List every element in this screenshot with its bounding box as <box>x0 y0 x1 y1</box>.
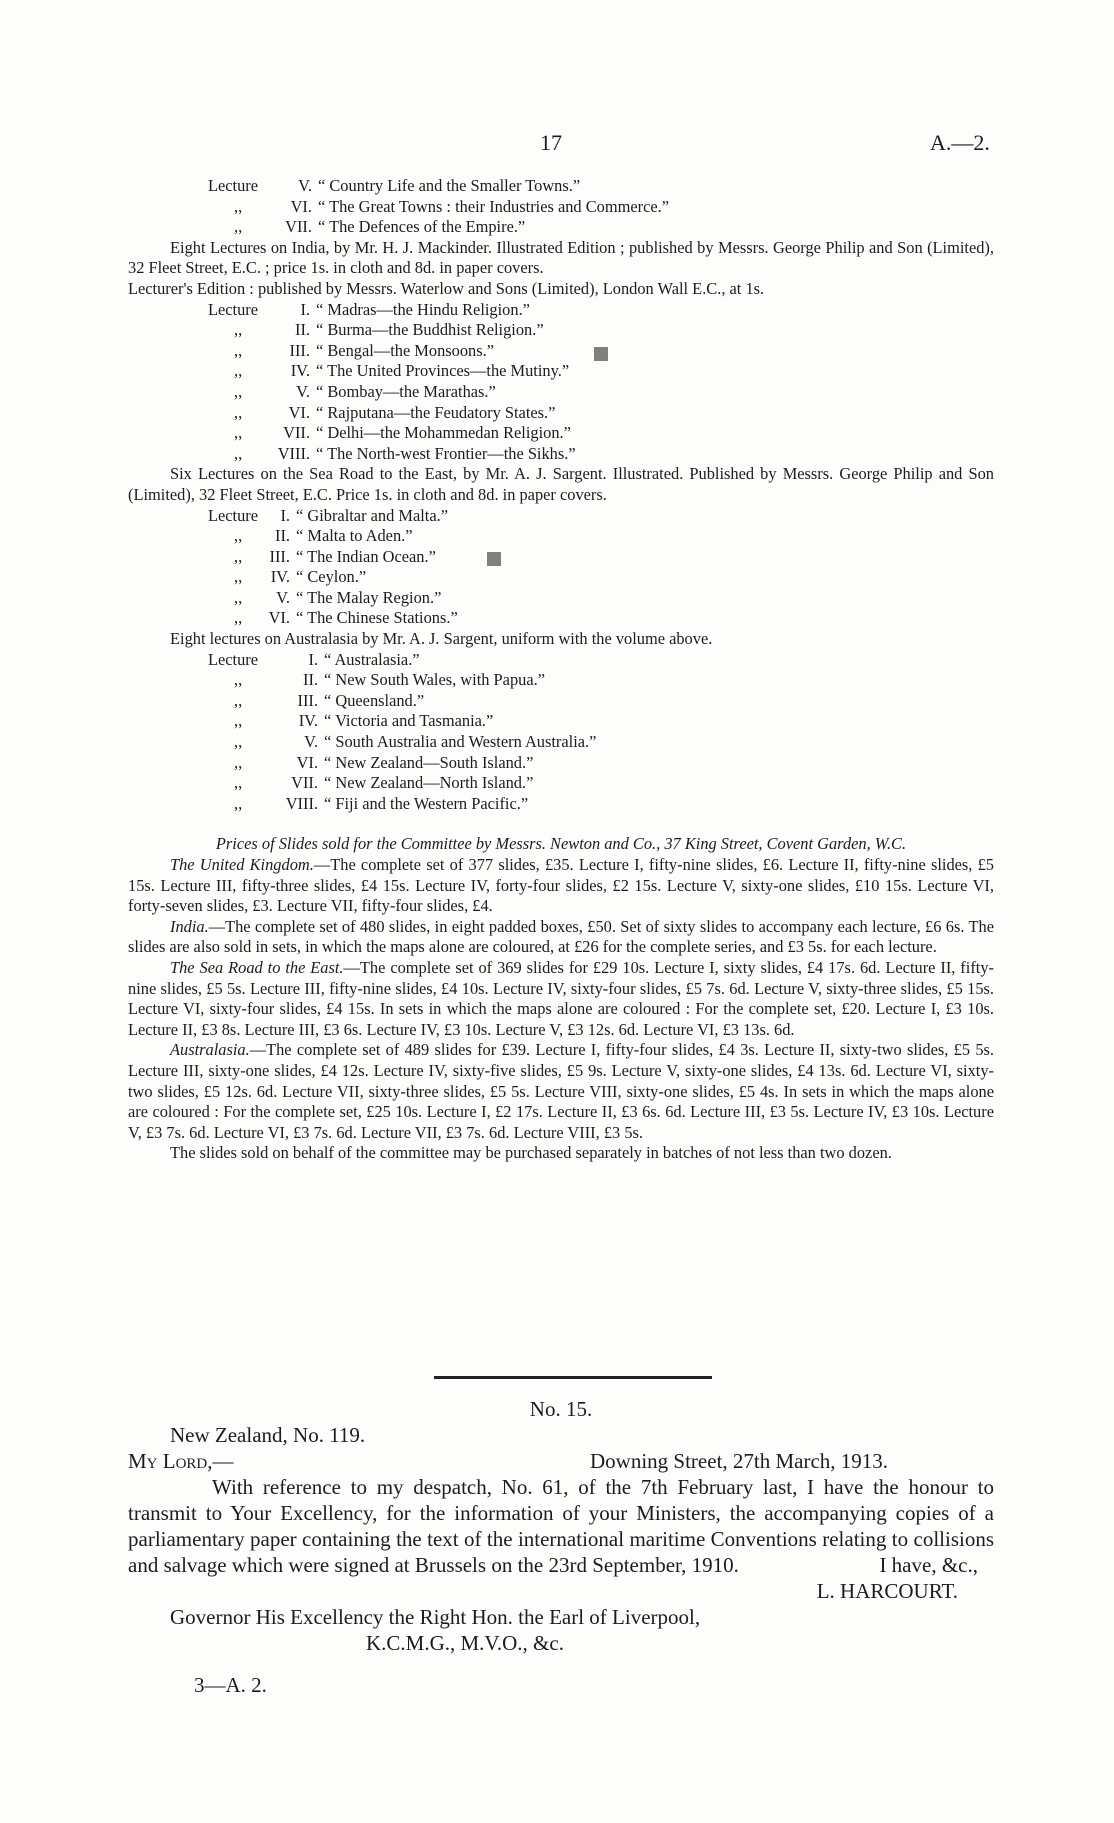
lecture-ditto: ,, <box>234 217 243 237</box>
main-column <box>128 176 994 1164</box>
page-number: 17 <box>540 130 562 155</box>
price-paragraph <box>128 917 994 958</box>
lecture-item <box>128 691 994 712</box>
lecture-number: III. <box>297 690 318 710</box>
addressee-honours: K.C.M.G., M.V.O., &c. <box>366 1631 564 1655</box>
lecture-title: “ The Defences of the Empire.” <box>318 217 526 237</box>
lecture-title: “ Malta to Aden.” <box>296 526 413 546</box>
lecture-list-india <box>128 300 994 465</box>
lecture-title: “ Country Life and the Smaller Towns.” <box>318 176 581 195</box>
lecture-ditto: ,, <box>234 546 243 566</box>
lecture-number: V. <box>296 381 310 401</box>
lecture-number: VIII. <box>285 793 318 813</box>
lecture-item <box>128 794 994 815</box>
lecture-number: II. <box>294 320 310 340</box>
lecture-number: V. <box>276 587 290 607</box>
lecture-ditto: ,, <box>234 381 243 401</box>
price-paragraph <box>128 855 994 917</box>
lecture-title: “ Fiji and the Western Pacific.” <box>324 793 529 813</box>
salutation-line <box>128 1448 994 1474</box>
lecture-ditto: ,, <box>234 361 243 381</box>
lecture-ditto: Lecture <box>208 299 259 319</box>
despatch-ref: New Zealand, No. 119. <box>170 1423 366 1447</box>
lecture-number: IV. <box>270 567 290 587</box>
lecture-ditto: ,, <box>234 196 243 216</box>
lecture-item <box>128 217 994 238</box>
lecture-title: “ The Great Towns : their Industries and Commerce.” <box>318 196 669 216</box>
price-region: The Sea Road to the East. <box>170 957 344 977</box>
printer-mark-icon <box>487 552 501 566</box>
lecture-number: I. <box>280 505 290 525</box>
lecture-title: “ The Indian Ocean.” <box>296 546 436 566</box>
lecture-ditto: Lecture <box>208 649 259 669</box>
lecture-title: “ The Malay Region.” <box>296 587 442 607</box>
lecture-item <box>128 176 994 197</box>
lecture-ditto: ,, <box>234 608 243 628</box>
lecture-title: “ Queensland.” <box>324 690 425 710</box>
lecture-list-sea-road <box>128 506 994 630</box>
lecture-number: VII. <box>285 217 312 237</box>
lecture-ditto: ,, <box>234 587 243 607</box>
lecture-ditto: ,, <box>234 402 243 422</box>
lecture-title: “ Australasia.” <box>324 649 420 669</box>
lecture-item <box>128 711 994 732</box>
lecture-item <box>128 547 994 568</box>
sea-road-intro: Six Lectures on the Sea Road to the East, by Mr. A. J. Sargent. Illustrated. Published by Messrs. George Philip and Son (Limited), 32 Fleet Street, E.C. Price 1s. in cloth and 8d. in paper covers. <box>128 464 994 504</box>
price-region: India. <box>170 916 209 936</box>
lecture-title: “ Ceylon.” <box>296 567 367 587</box>
lecture-title: “ The North-west Frontier—the Sikhs.” <box>316 443 576 463</box>
lecture-item <box>128 382 994 403</box>
lecture-item <box>128 361 994 382</box>
lecture-item <box>128 773 994 794</box>
letter-body: With reference to my despatch, No. 61, of the 7th February last, I have the honour to transmit to Your Excellency, for the information of your Ministers, the accompanying copies of a parliamentary paper containing the text of the international maritime Conventions relating to collisions and salvage which were signed at Brussels on the 23rd September, 1910. I have, &c., <box>128 1475 994 1577</box>
lecture-ditto: ,, <box>234 443 243 463</box>
lecture-item <box>128 567 994 588</box>
lecture-ditto: ,, <box>234 526 243 546</box>
lecture-item <box>128 732 994 753</box>
despatch-number: No. 15. <box>529 1397 593 1421</box>
lecture-title: “ New South Wales, with Papua.” <box>324 670 545 690</box>
lecture-number: VII. <box>283 423 310 443</box>
price-paragraph <box>128 1040 994 1143</box>
lecture-ditto: Lecture <box>208 176 259 195</box>
lecture-item <box>128 526 994 547</box>
lecture-number: V. <box>304 732 318 752</box>
lecture-title: “ The United Provinces—the Mutiny.” <box>316 361 570 381</box>
lecture-number: V. <box>298 176 312 195</box>
lecture-number: I. <box>308 649 318 669</box>
lecture-item <box>128 650 994 671</box>
lecture-number: VI. <box>296 752 318 772</box>
lecture-title: “ Rajputana—the Feudatory States.” <box>316 402 556 422</box>
lecture-ditto: ,, <box>234 793 243 813</box>
lecture-item <box>128 423 994 444</box>
prices-section <box>128 855 994 1143</box>
lecture-ditto: ,, <box>234 320 243 340</box>
prices-heading: Prices of Slides sold for the Committee by Messrs. Newton and Co., 37 King Street, Covent Garden, W.C. <box>215 834 907 854</box>
lecture-number: VII. <box>291 773 318 793</box>
price-text: —The complete set of 377 slides, £35. Lecture I, fifty-nine slides, £6. Lecture II, fifty-nine slides, £5 15s. Lecture III, fifty-three slides, £4 15s. Lecture IV, forty-four slides, £2 15s. Lecture V, sixty-one slides, £10 15s. Lecture VI, forty-seven slides, £3. Lecture VII, fifty-four slides, £4. <box>128 855 995 916</box>
addressee: Governor His Excellency the Right Hon. the Earl of Liverpool, <box>170 1605 701 1629</box>
lecture-item <box>128 197 994 218</box>
lecture-title: “ Bombay—the Marathas.” <box>316 381 496 401</box>
lecture-ditto: ,, <box>234 752 243 772</box>
lecture-title: “ New Zealand—South Island.” <box>324 752 534 772</box>
lecture-ditto: ,, <box>234 711 243 731</box>
salutation: My Lord,— <box>128 1449 234 1473</box>
price-region: The United Kingdom. <box>170 855 314 874</box>
lecture-item <box>128 588 994 609</box>
lecture-title: “ Burma—the Buddhist Religion.” <box>316 320 544 340</box>
lecture-title: “ Delhi—the Mohammedan Religion.” <box>316 423 571 443</box>
lecture-number: VIII. <box>277 443 310 463</box>
place-date: Downing Street, 27th March, 1913. <box>590 1449 889 1473</box>
lecture-ditto: ,, <box>234 773 243 793</box>
lecture-item <box>128 753 994 774</box>
lecture-number: IV. <box>298 711 318 731</box>
lecture-item <box>128 444 994 465</box>
page-footer: 3—A. 2. <box>194 1673 267 1697</box>
price-text: —The complete set of 369 slides for £29 10s. Lecture I, sixty slides, £4 17s. 6d. Lecture II, fifty-nine slides, £5 5s. Lecture III, fifty-nine slides, £4 10s. Lecture IV, sixty-four slides, £5 7s. 6d. Lecture V, sixty-three slides, £5 15s. Lecture VI, sixty-four slides, £4 15s. In sets in which the maps alone are coloured : For the complete set, £20. Lecture I, £3 10s. Lecture II, £3 8s. Lecture III, £3 6s. Lecture IV, £3 10s. Lecture V, £3 12s. 6d. Lecture VI, £3 13s. 6d. <box>128 957 994 1039</box>
lecture-ditto: ,, <box>234 340 243 360</box>
closing: I have, &c., <box>879 1553 978 1577</box>
lecture-number: III. <box>289 340 310 360</box>
despatch-letter <box>128 1396 994 1698</box>
lecture-ditto: ,, <box>234 732 243 752</box>
lecture-ditto: ,, <box>234 690 243 710</box>
lecture-item <box>128 300 994 321</box>
lecture-number: VI. <box>288 402 310 422</box>
lecture-ditto: Lecture <box>208 505 259 525</box>
lecture-ditto: ,, <box>234 423 243 443</box>
page-reference: A.—2. <box>930 130 990 155</box>
lecture-title: “ Madras—the Hindu Religion.” <box>316 299 530 319</box>
lecture-number: IV. <box>290 361 310 381</box>
lecture-title: “ Gibraltar and Malta.” <box>296 505 448 525</box>
lecture-title: “ Bengal—the Monsoons.” <box>316 340 494 360</box>
lecture-ditto: ,, <box>234 670 243 690</box>
price-region: Australasia. <box>170 1040 250 1060</box>
lecture-title: “ Victoria and Tasmania.” <box>324 711 494 731</box>
lecture-item <box>128 320 994 341</box>
lecture-item <box>128 341 994 362</box>
india-intro: Eight Lectures on India, by Mr. H. J. Mackinder. Illustrated Edition ; published by Messrs. George Philip and Son (Limited), 32 Fleet Street, E.C. ; price 1s. in cloth and 8d. in paper covers. <box>128 237 994 278</box>
lecture-item <box>128 608 994 629</box>
lecture-number: VI. <box>290 196 312 216</box>
india-edition: Lecturer's Edition : published by Messrs. Waterlow and Sons (Limited), London Wall E.C., at 1s. <box>128 278 765 298</box>
lecture-list-uk <box>128 176 994 238</box>
lecture-item <box>128 403 994 424</box>
lecture-number: II. <box>302 670 318 690</box>
australasia-intro: Eight lectures on Australasia by Mr. A. J. Sargent, uniform with the volume above. <box>170 629 713 649</box>
lecture-title: “ South Australia and Western Australia.” <box>324 732 597 752</box>
lecture-title: “ The Chinese Stations.” <box>296 608 458 628</box>
lecture-item <box>128 506 994 527</box>
signature: L. HARCOURT. <box>816 1579 958 1603</box>
lecture-list-australasia <box>128 650 994 815</box>
lecture-ditto: ,, <box>234 567 243 587</box>
price-text: —The complete set of 480 slides, in eight padded boxes, £50. Set of sixty slides to accompany each lecture, £6 6s. The slides are also sold in sets, in which the maps alone are coloured, at £26 for the complete series, and £3 5s. for each lecture. <box>128 916 994 957</box>
lecture-number: I. <box>300 299 310 319</box>
lecture-number: II. <box>274 526 290 546</box>
price-text: —The complete set of 489 slides for £39. Lecture I, fifty-four slides, £4 3s. Lecture II, sixty-two slides, £5 5s. Lecture III, sixty-one slides, £4 12s. Lecture IV, sixty-five slides, £5 9s. Lecture V, sixty-one slides, £4 13s. 6d. Lecture VI, sixty-two slides, £5 12s. 6d. Lecture VII, sixty-three slides, £5 5s. Lecture VIII, sixty-one slides, £5 4s. In sets in which the maps alone are coloured : For the complete set, £25 10s. Lecture I, £2 17s. Lecture II, £3 6s. 6d. Lecture III, £3 5s. Lecture IV, £3 10s. Lecture V, £3 7s. 6d. Lecture VI, £3 7s. 6d. Lecture VII, £3 7s. 6d. Lecture VIII, £3 5s. <box>128 1040 994 1142</box>
section-divider <box>434 1376 712 1379</box>
prices-note: The slides sold on behalf of the committee may be purchased separately in batches of not less than two dozen. <box>170 1143 892 1163</box>
lecture-number: III. <box>269 546 290 566</box>
lecture-item <box>128 670 994 691</box>
lecture-title: “ New Zealand—North Island.” <box>324 773 534 793</box>
price-paragraph <box>128 958 994 1040</box>
printer-mark-icon <box>594 347 608 361</box>
lecture-number: VI. <box>268 608 290 628</box>
